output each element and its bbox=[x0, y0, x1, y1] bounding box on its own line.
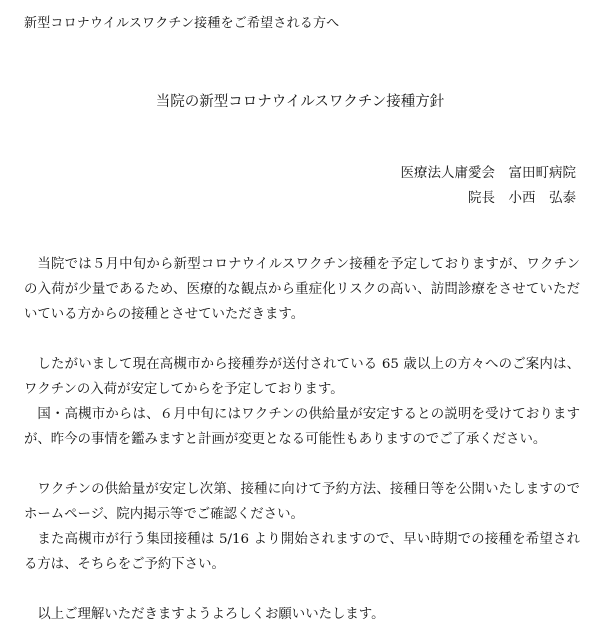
paragraph-2: したがいまして現在高槻市から接種券が送付されている 65 歳以上の方々へのご案内は、ワクチンの入荷が安定してからを予定しております。 bbox=[24, 357, 580, 397]
paragraph-spacer bbox=[24, 577, 580, 602]
paragraph-spacer bbox=[24, 327, 580, 352]
document-body bbox=[24, 252, 580, 627]
document-title: 当院の新型コロナウイルスワクチン接種方針 bbox=[155, 94, 445, 110]
paragraph-3: 国・高槻市からは、６月中旬にはワクチンの供給量が安定するとの説明を受けておりますが、昨今の事情を鑑みますと計画が変更となる可能性もありますのでご了承ください。 bbox=[24, 407, 580, 447]
paragraph-4: ワクチンの供給量が安定し次第、接種に向けて予約方法、接種日等を公開いたしますのでホームページ、院内掲示等でご確認ください。 bbox=[24, 482, 580, 522]
paragraph-spacer bbox=[24, 452, 580, 477]
header-line: 新型コロナウイルスワクチン接種をご希望される方へ bbox=[24, 16, 340, 31]
signature-director: 院長 小西 弘泰 bbox=[468, 190, 576, 206]
paragraph-5: また高槻市が行う集団接種は 5/16 より開始されますので、早い時期での接種を希望される方は、そちらをご予約下さい。 bbox=[24, 532, 580, 572]
paragraph-6: 以上ご理解いただきますようよろしくお願いいたします。 bbox=[37, 607, 385, 622]
signature-organization: 医療法人庸愛会 富田町病院 bbox=[400, 165, 576, 181]
paragraph-1: 当院では５月中旬から新型コロナウイルスワクチン接種を予定しておりますが、ワクチンの入荷が少量であるため、医療的な観点から重症化リスクの高い、訪問診療をさせていただいている方からの接種とさせていただきます。 bbox=[24, 257, 580, 322]
